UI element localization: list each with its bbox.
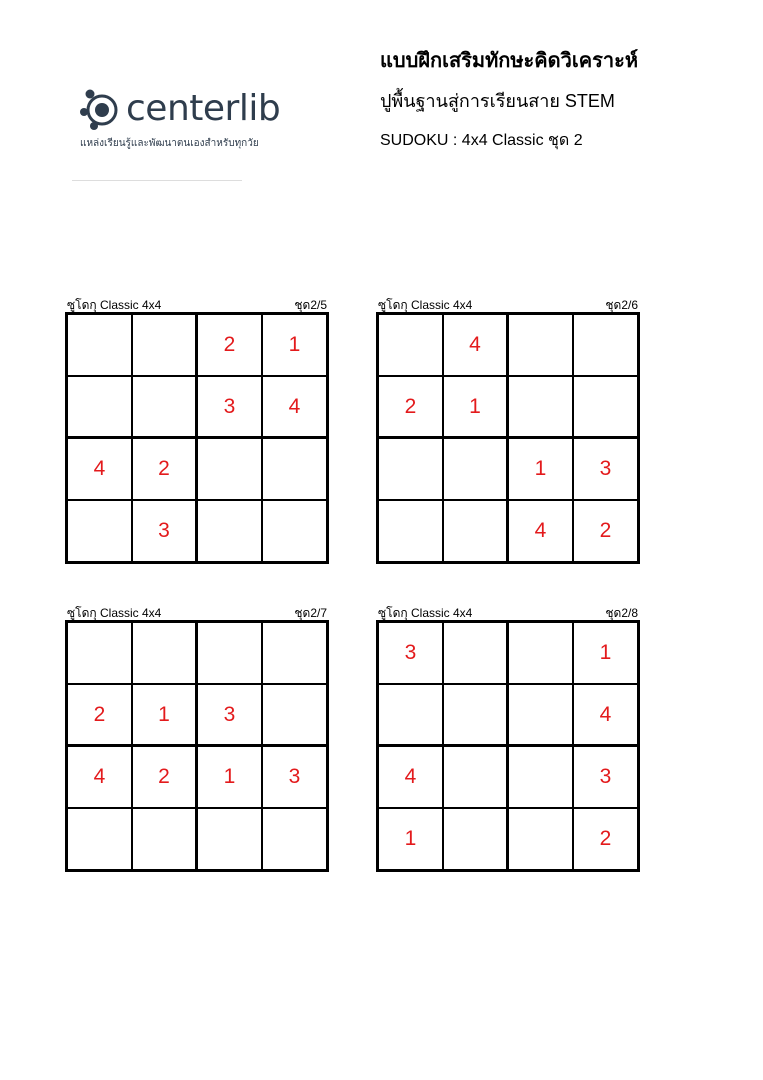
sudoku-cell: 3 xyxy=(262,746,327,808)
sudoku-cell: 4 xyxy=(262,376,327,438)
sudoku-cell: 4 xyxy=(443,314,508,376)
sudoku-cell xyxy=(443,808,508,870)
divider xyxy=(72,180,242,181)
sudoku-cell xyxy=(508,314,573,376)
sudoku-cell: 4 xyxy=(67,438,132,500)
sudoku-cell xyxy=(378,438,443,500)
sudoku-puzzle xyxy=(376,296,640,564)
sudoku-cell: 4 xyxy=(573,684,638,746)
sudoku-cell: 2 xyxy=(67,684,132,746)
puzzle-title: ซูโดกุ Classic 4x4 xyxy=(378,298,473,312)
sudoku-cell xyxy=(508,622,573,684)
puzzle-header xyxy=(376,296,640,312)
puzzle-set-number: ชุด2/7 xyxy=(294,606,327,620)
sudoku-cell: 3 xyxy=(197,684,262,746)
sudoku-cell xyxy=(262,438,327,500)
sudoku-cell xyxy=(508,376,573,438)
sudoku-cell: 1 xyxy=(573,622,638,684)
puzzle-header xyxy=(376,604,640,620)
sudoku-puzzle xyxy=(65,604,329,872)
molecule-icon xyxy=(78,86,124,132)
sudoku-cell: 3 xyxy=(378,622,443,684)
sudoku-cell xyxy=(443,438,508,500)
sudoku-cell: 3 xyxy=(573,438,638,500)
sudoku-cell xyxy=(443,746,508,808)
sudoku-cell: 4 xyxy=(378,746,443,808)
puzzle-header xyxy=(65,296,329,312)
sudoku-cell xyxy=(443,684,508,746)
sudoku-cell: 1 xyxy=(443,376,508,438)
sudoku-puzzle xyxy=(65,296,329,564)
sudoku-cell xyxy=(197,500,262,562)
sudoku-cell xyxy=(508,684,573,746)
sudoku-cell xyxy=(197,438,262,500)
sudoku-cell xyxy=(573,376,638,438)
sudoku-cell: 2 xyxy=(197,314,262,376)
sudoku-cell xyxy=(262,684,327,746)
sudoku-grid xyxy=(65,312,329,564)
sudoku-cell xyxy=(443,622,508,684)
sudoku-cell xyxy=(132,314,197,376)
sudoku-cell: 3 xyxy=(132,500,197,562)
sudoku-cell xyxy=(262,622,327,684)
sudoku-cell xyxy=(67,500,132,562)
centerlib-logo xyxy=(78,86,308,156)
puzzle-set-number: ชุด2/6 xyxy=(605,298,638,312)
sudoku-cell xyxy=(132,808,197,870)
puzzle-title: ซูโดกุ Classic 4x4 xyxy=(378,606,473,620)
puzzle-title: ซูโดกุ Classic 4x4 xyxy=(67,298,162,312)
sudoku-grid xyxy=(376,312,640,564)
sudoku-cell xyxy=(67,376,132,438)
sudoku-cell: 1 xyxy=(508,438,573,500)
sudoku-cell xyxy=(508,808,573,870)
sudoku-cell xyxy=(67,314,132,376)
worksheet-title: แบบฝึกเสริมทักษะคิดวิเคราะห์ xyxy=(380,50,639,72)
logo-wordmark: centerlib xyxy=(126,88,281,129)
sudoku-cell xyxy=(262,808,327,870)
sudoku-cell: 3 xyxy=(573,746,638,808)
sudoku-cell xyxy=(132,622,197,684)
sudoku-cell xyxy=(67,622,132,684)
sudoku-puzzle xyxy=(376,604,640,872)
sudoku-cell xyxy=(573,314,638,376)
puzzle-set-number: ชุด2/5 xyxy=(294,298,327,312)
puzzle-header xyxy=(65,604,329,620)
sudoku-cell xyxy=(197,808,262,870)
sudoku-cell: 2 xyxy=(573,500,638,562)
sudoku-cell xyxy=(378,684,443,746)
sudoku-cell: 1 xyxy=(262,314,327,376)
worksheet-series: SUDOKU : 4x4 Classic ชุด 2 xyxy=(380,132,583,149)
sudoku-cell: 2 xyxy=(132,438,197,500)
sudoku-cell xyxy=(67,808,132,870)
sudoku-cell: 2 xyxy=(573,808,638,870)
sudoku-cell: 4 xyxy=(508,500,573,562)
sudoku-cell: 1 xyxy=(197,746,262,808)
sudoku-cell: 1 xyxy=(132,684,197,746)
logo-tagline: แหล่งเรียนรู้และพัฒนาตนเองสำหรับทุกวัย xyxy=(80,138,259,149)
sudoku-cell xyxy=(262,500,327,562)
sudoku-cell xyxy=(197,622,262,684)
sudoku-grid xyxy=(376,620,640,872)
worksheet-subtitle: ปูพื้นฐานสู่การเรียนสาย STEM xyxy=(380,91,615,111)
sudoku-cell: 2 xyxy=(132,746,197,808)
puzzle-title: ซูโดกุ Classic 4x4 xyxy=(67,606,162,620)
sudoku-cell: 3 xyxy=(197,376,262,438)
sudoku-cell: 2 xyxy=(378,376,443,438)
puzzle-set-number: ชุด2/8 xyxy=(605,606,638,620)
sudoku-cell xyxy=(508,746,573,808)
sudoku-cell xyxy=(378,314,443,376)
sudoku-cell: 4 xyxy=(67,746,132,808)
sudoku-cell xyxy=(378,500,443,562)
sudoku-grid xyxy=(65,620,329,872)
sudoku-cell: 1 xyxy=(378,808,443,870)
sudoku-cell xyxy=(443,500,508,562)
sudoku-cell xyxy=(132,376,197,438)
